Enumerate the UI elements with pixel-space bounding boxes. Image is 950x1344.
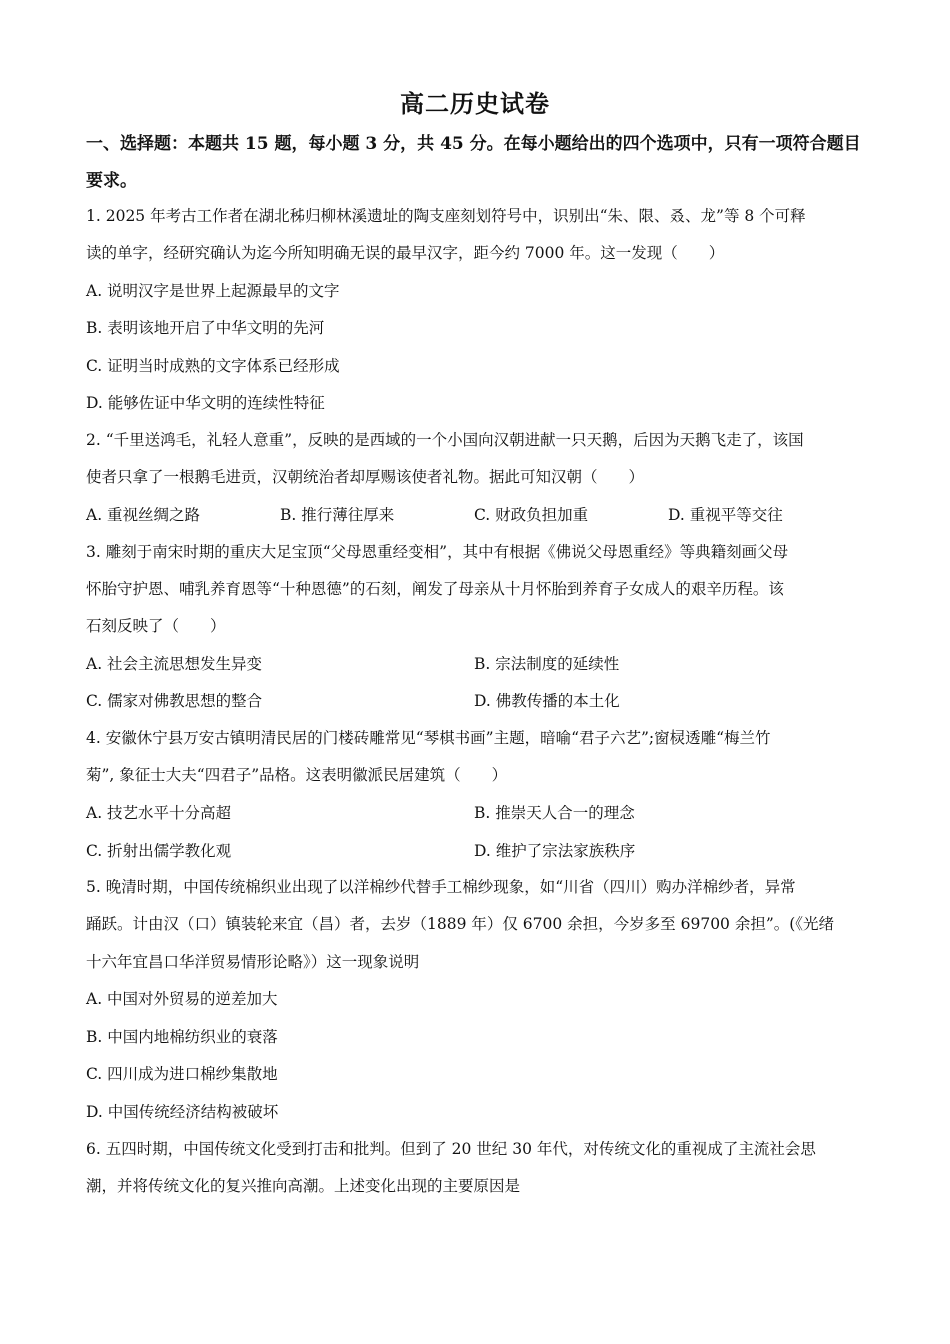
question-2-option-c: C. 财政负担加重 (474, 506, 589, 524)
question-2-option-d: D. 重视平等交往 (668, 506, 783, 524)
question-2-option-a: A. 重视丝绸之路 (86, 506, 201, 524)
question-2-line-1: 2. “千里送鸿毛，礼轻人意重”，反映的是西域的一个小国向汉朝进献一只天鹅，后因为天鹅飞走了，该国 (86, 431, 804, 449)
page-title: 高二历史试卷 (400, 89, 550, 118)
question-3-line-1: 3. 雕刻于南宋时期的重庆大足宝顶“父母恩重经变相”，其中有根据《佛说父母恩重经》等典籍刻画父母 (86, 543, 789, 561)
question-6-line-2: 潮，并将传统文化的复兴推向高潮。上述变化出现的主要原因是 (86, 1177, 521, 1195)
question-4-line-2: 菊”, 象征士大夫“四君子”品格。这表明徽派民居建筑（ ） (86, 766, 508, 784)
question-5-line-1: 5. 晚清时期，中国传统棉织业出现了以洋棉纱代替手工棉纱现象，如“川省（四川）购办洋棉纱者，异常 (86, 878, 796, 896)
question-4-option-d: D. 维护了宗法家族秩序 (474, 842, 636, 860)
question-4-option-a: A. 技艺水平十分高超 (86, 804, 232, 822)
question-4-option-b: B. 推崇天人合一的理念 (474, 804, 635, 822)
question-1-option-b: B. 表明该地开启了中华文明的先河 (86, 319, 325, 337)
question-5-option-d: D. 中国传统经济结构被破坏 (86, 1103, 279, 1121)
question-2-option-b: B. 推行薄往厚来 (280, 506, 395, 524)
section-heading: 一、选择题：本题共 15 题，每小题 3 分，共 45 分。在每小题给出的四个选项中，只有一项符合题目要求。 (86, 134, 861, 191)
question-2-line-2: 使者只拿了一根鹅毛进贡，汉朝统治者却厚赐该使者礼物。据此可知汉朝（ ） (86, 468, 645, 486)
question-6-line-1: 6. 五四时期，中国传统文化受到打击和批判。但到了 20 世纪 30 年代，对传统文化的重视成了主流社会思 (86, 1140, 816, 1158)
question-5-line-3: 十六年宜昌口华洋贸易情形论略》）这一现象说明 (86, 953, 420, 971)
question-1-option-d: D. 能够佐证中华文明的连续性特征 (86, 394, 325, 412)
question-4-option-c: C. 折射出儒学教化观 (86, 842, 232, 860)
question-3-option-c: C. 儒家对佛教思想的整合 (86, 692, 263, 710)
question-3-line-3: 石刻反映了（ ） (86, 617, 226, 635)
question-5-option-a: A. 中国对外贸易的逆差加大 (86, 990, 278, 1008)
question-1-option-c: C. 证明当时成熟的文字体系已经形成 (86, 357, 340, 375)
question-5-option-c: C. 四川成为进口棉纱集散地 (86, 1065, 278, 1083)
question-4-line-1: 4. 安徽休宁县万安古镇明清民居的门楼砖雕常见“琴棋书画”主题，暗喻“君子六艺”;窗棂透雕“梅兰竹 (86, 729, 771, 747)
question-3-line-2: 怀胎守护恩、哺乳养育恩等“十种恩德”的石刻，阐发了母亲从十月怀胎到养育子女成人的艰辛历程。该 (86, 580, 784, 598)
question-5-line-2: 踊跃。计由汉（口）镇装轮来宜（昌）者，去岁（1889 年）仅 6700 余担，今岁多至 69700 余担”。(《光绪 (86, 915, 835, 933)
question-1-option-a: A. 说明汉字是世界上起源最早的文字 (86, 282, 340, 300)
question-1-line-2: 读的单字，经研究确认为迄今所知明确无误的最早汉字，距今约 7000 年。这一发现（ ） (86, 244, 725, 262)
question-3-option-b: B. 宗法制度的延续性 (474, 655, 620, 673)
question-3-option-a: A. 社会主流思想发生异变 (86, 655, 263, 673)
question-1-line-1: 1. 2025 年考古工作者在湖北秭归柳林溪遗址的陶支座刻划符号中，识别出“朱、限、叒、龙”等 8 个可释 (86, 207, 806, 225)
question-3-option-d: D. 佛教传播的本土化 (474, 692, 620, 710)
question-5-option-b: B. 中国内地棉纺织业的衰落 (86, 1028, 278, 1046)
